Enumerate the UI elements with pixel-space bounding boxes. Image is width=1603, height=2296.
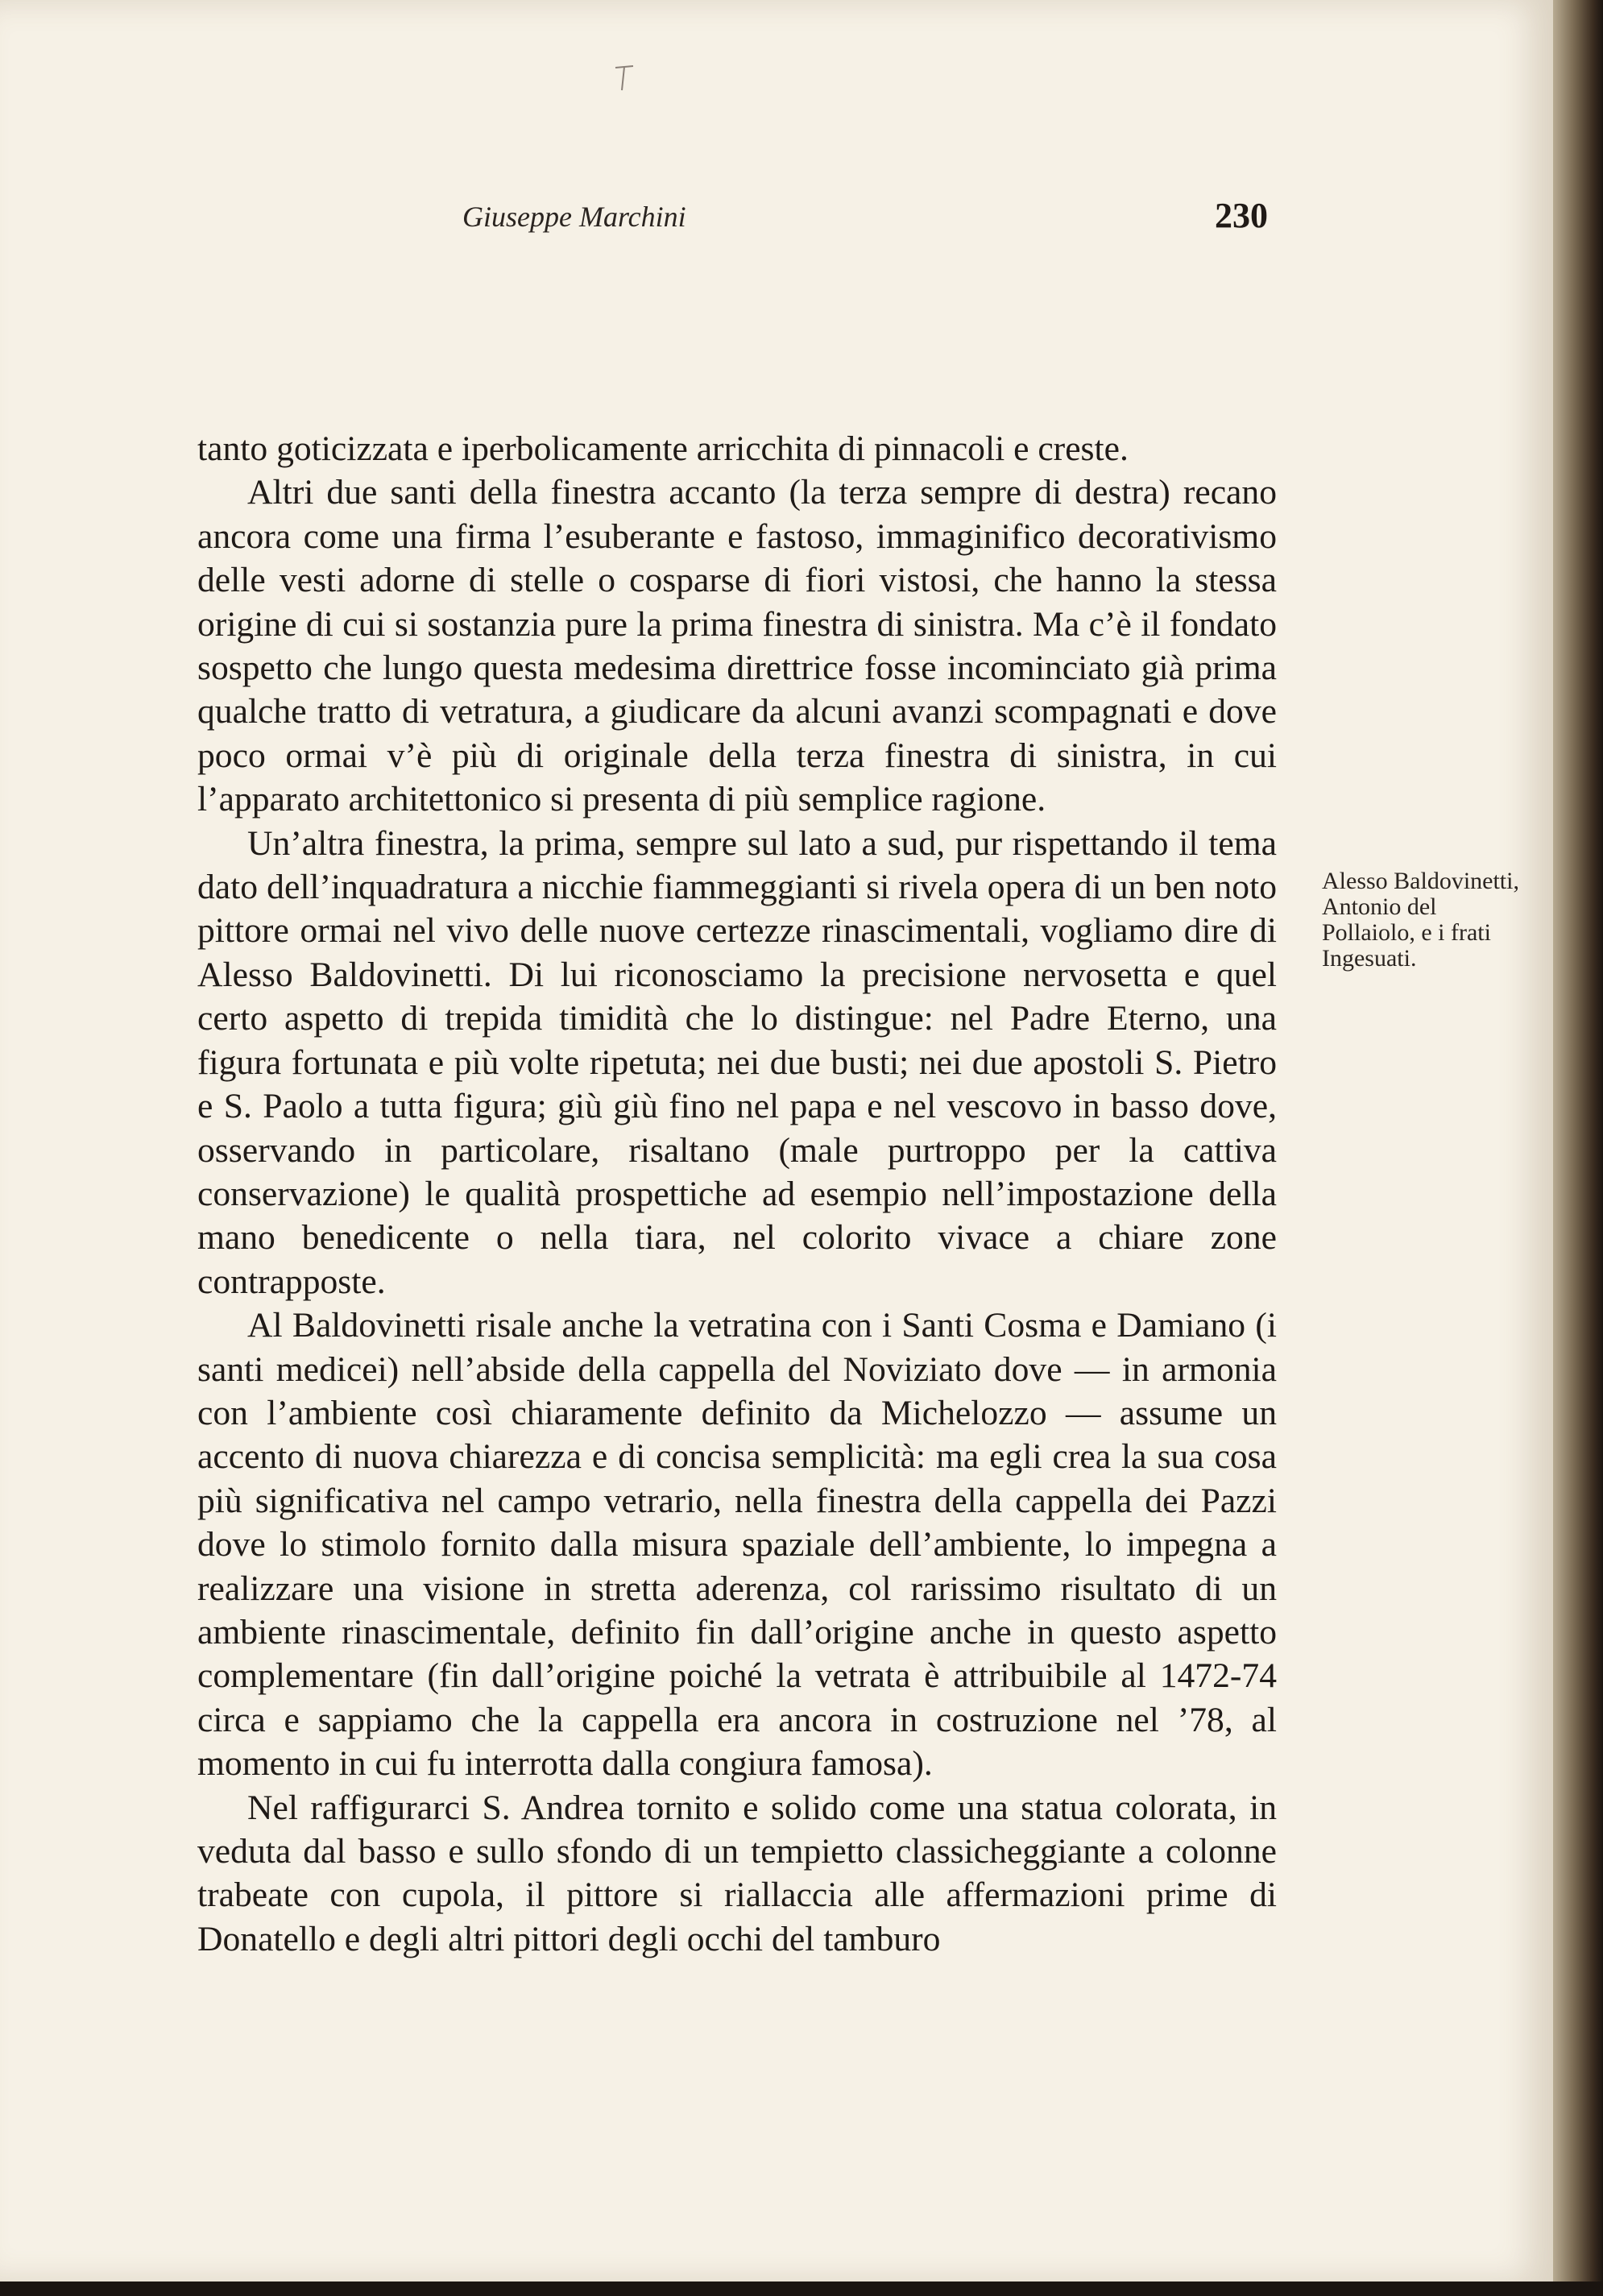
printer-mark xyxy=(612,63,636,95)
paragraph: Nel raffigurarci S. Andrea tornito e solido come una statua colorata, in veduta dal basso e sullo sfondo di un tempietto classicheggiante a colonne trabeate con cupola, il pittore si riallaccia alle affermazioni prime di Donatello e degli altri pittori degli occhi del tamburo xyxy=(197,1788,1277,1958)
paragraph: Un’altra finestra, la prima, sempre sul lato a sud, pur rispettando il tema dato dell’inquadratura a nicchie fiammeggianti si rivela opera di un ben noto pittore ormai nel vivo delle nuove certezze rinascimentali, vogliamo dire di Alesso Baldovinetti. Di lui riconosciamo la precisione nervosetta e quel certo aspetto di trepida timidità che lo distingue: nel Padre Eterno, una figura fortunata e più volte ripetuta; nei due busti; nei due apostoli S. Pietro e S. Paolo a tutta figura; giù giù fino nel papa e nel vescovo in basso dove, osservando in particolare, risaltano (male purtroppo per la cattiva conservazione) le qualità prospettiche ad esempio nell’impostazione della mano benedicente o nella tiara, nel colorito vivace a chiare zone contrapposte. xyxy=(197,823,1277,1301)
margin-note: Alesso Baldovinetti, Antonio del Pollaiolo, e i frati Ingesuati. xyxy=(1322,868,1519,972)
page-bottom-edge xyxy=(0,2281,1603,2296)
paragraph: Al Baldovinetti risale anche la vetratina con i Santi Cosma e Damiano (i santi medicei) nell’abside della cappella del Noviziato dove — in armonia con l’ambiente così chiaramente definito da Michelozzo — assume un accento di nuova chiarezza e di concisa semplicità: ma egli crea la sua cosa più significativa nel campo vetrario, nella finestra della cappella dei Pazzi dove lo stimolo fornito dalla misura spaziale dell’ambiente, lo impegna a realizzare una visione in stretta aderenza, col rarissimo risultato di un ambiente rinascimentale, definito fin dall’origine anche in questo aspetto complementare (fin dall’origine poiché la vetrata è attribuibile al 1472-74 circa e sappiamo che la cappella era ancora in costruzione nel ’78, al momento in cui fu interrotta dalla congiura famosa). xyxy=(197,1306,1277,1784)
body-text xyxy=(197,427,1277,1961)
paragraph: Altri due santi della finestra accanto (la terza sempre di destra) recano ancora come una firma l’esuberante e fastoso, immaginifico decorativismo delle vesti adorne di stelle o cosparse di fiori vistosi, che hanno la stessa origine di cui si sostanzia pure la prima finestra di sinistra. Ma c’è il fondato sospetto che lungo questa medesima direttrice fosse incominciato già prima qualche tratto di vetratura, a giudicare da alcuni avanzi scompagnati e dove poco ormai v’è più di originale della terza finestra di sinistra, in cui l’apparato architettonico si presenta di più semplice ragione. xyxy=(197,473,1277,819)
book-spine-shadow xyxy=(1553,0,1603,2296)
page-number: 230 xyxy=(1215,196,1268,235)
running-head-author: Giuseppe Marchini xyxy=(462,201,686,233)
paragraph: tanto goticizzata e iperbolicamente arricchita di pinnacoli e creste. xyxy=(197,429,1129,468)
